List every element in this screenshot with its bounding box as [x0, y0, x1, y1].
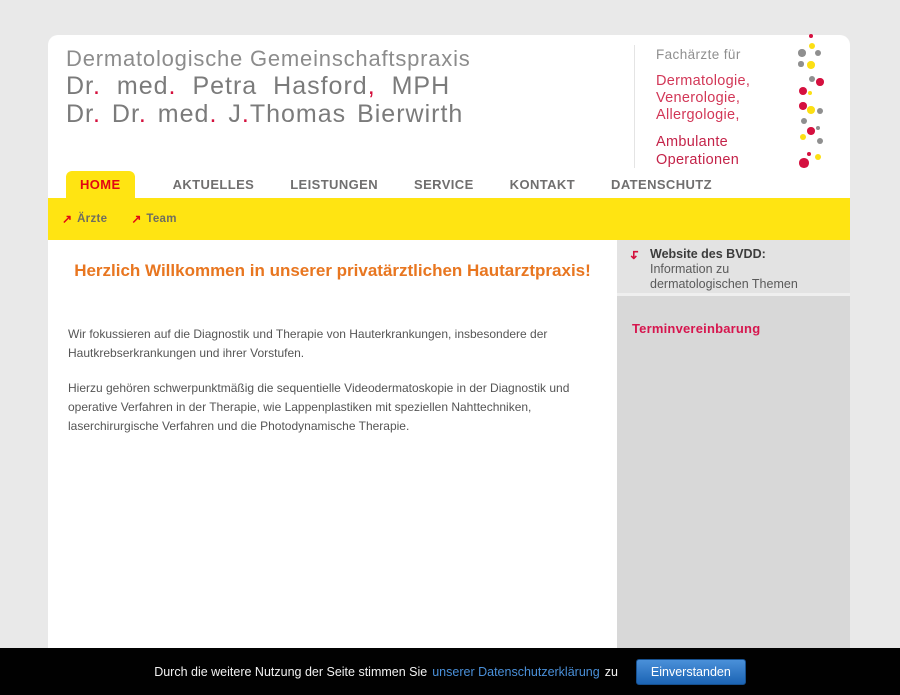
sidebar: [617, 240, 850, 648]
nav-item-service[interactable]: SERVICE: [414, 177, 474, 192]
bvdd-line2: dermatologischen Themen: [650, 277, 798, 291]
specialty-item: Venerologie,: [656, 90, 741, 106]
nav-item-leistungen[interactable]: LEISTUNGEN: [290, 177, 379, 192]
logo-dot: [799, 158, 808, 167]
cookie-text: Durch die weitere Nutzung der Seite stimmen Sie: [154, 664, 428, 679]
bvdd-text: [650, 247, 798, 293]
logo-dot: [798, 61, 803, 66]
logo-dot: [799, 87, 807, 95]
services-paragraph: Hierzu gehören schwerpunktmäßig die sequentielle Videodermatoskopie in der Diagnostik und operative Verfahren in der Therapie, wie Lappenplastiken mit speziellen Nahttechniken, laserchirurgische Verfahren und die Photodynamische Therapie.: [68, 380, 570, 433]
logo-dot: [817, 108, 823, 114]
subnav-item-aerzte[interactable]: [62, 212, 107, 226]
logo-dot: [808, 91, 813, 96]
ne-arrow-icon: ↗: [131, 212, 142, 226]
header-divider: [634, 45, 635, 168]
logo-dot: [807, 106, 814, 113]
cookie-consent-bar: [0, 648, 900, 695]
logo-dot: [809, 76, 816, 83]
main-navigation: [48, 171, 850, 198]
nav-item-kontakt[interactable]: KONTAKT: [509, 177, 576, 192]
subnav-label: Ärzte: [77, 213, 108, 225]
specialty-item: Allergologie,: [656, 107, 740, 123]
logo-dot: [801, 118, 808, 125]
ne-arrow-icon: ↗: [62, 212, 73, 226]
terminvereinbarung-link[interactable]: Terminvereinbarung: [632, 321, 761, 336]
logo-dot: [807, 61, 814, 68]
intro-paragraph: Wir fokussieren auf die Diagnostik und Therapie von Hauterkrankungen, insbesondere der Hautkrebserkrankungen und ihrer Vorstufen.: [68, 327, 548, 361]
logo-dot: [815, 50, 822, 57]
main-content: [48, 240, 617, 648]
datenschutz-link[interactable]: unserer Datenschutzerklärung: [432, 664, 600, 679]
logo-dots-graphic: [788, 28, 838, 170]
bvdd-line1: Information zu: [650, 262, 730, 276]
logo-dot: [817, 138, 823, 144]
ambulant-line: Operationen: [656, 152, 740, 168]
logo-dot: [807, 152, 812, 157]
nav-item-home[interactable]: HOME: [66, 171, 135, 198]
specialties-title: Fachärzte für: [656, 47, 741, 62]
doctor-name-1: Dr. med. Petra Hasford, MPH: [66, 72, 451, 100]
logo-dot: [807, 127, 814, 134]
specialties-list: [656, 73, 786, 124]
logo-dot: [800, 134, 807, 141]
logo-dot: [815, 154, 822, 161]
practice-logo: [66, 46, 471, 128]
logo-dot: [809, 43, 816, 50]
practice-name: Dermatologische Gemeinschaftspraxis: [66, 46, 471, 71]
bvdd-website-link[interactable]: [617, 240, 850, 296]
doctor-name-2: Dr. Dr. med. J.Thomas Bierwirth: [66, 100, 464, 128]
logo-dot: [816, 78, 823, 85]
ambulant-line: Ambulante: [656, 134, 729, 150]
specialties-block: [656, 47, 786, 169]
einverstanden-button[interactable]: Einverstanden: [636, 659, 746, 685]
nav-item-datenschutz[interactable]: DATENSCHUTZ: [611, 177, 712, 192]
logo-dot: [798, 49, 805, 56]
specialty-item: Dermatologie,: [656, 73, 751, 89]
bvdd-title: Website des BVDD:: [650, 247, 766, 261]
logo-dot: [799, 102, 806, 109]
logo-dot: [816, 126, 821, 131]
logo-dot: [809, 34, 814, 39]
nav-item-aktuelles[interactable]: AKTUELLES: [172, 177, 255, 192]
welcome-heading: Herzlich Willkommen in unserer privatärztlichen Hautarztpraxis!: [74, 261, 591, 280]
ambulant-block: [656, 133, 786, 169]
sub-navigation: [48, 198, 850, 240]
subnav-item-team[interactable]: [131, 212, 176, 226]
subnav-label: Team: [146, 213, 177, 225]
cookie-text-after: zu: [604, 664, 618, 679]
corner-arrow-icon: ↴: [630, 247, 641, 262]
